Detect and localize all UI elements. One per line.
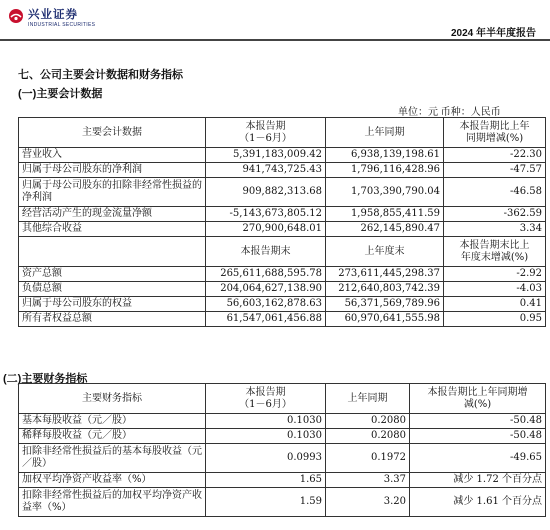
table-row <box>19 312 546 327</box>
row-label: 归属于母公司股东的扣除非经常性损益的净利润 <box>19 178 206 207</box>
brand-name: 兴业证券 <box>28 9 78 21</box>
table-row <box>19 148 546 163</box>
table-row <box>19 444 546 473</box>
currency-unit: 单位：元 币种：人民币 <box>398 107 501 118</box>
row-label: 加权平均净资产收益率（%） <box>19 473 206 488</box>
column-header: 主要会计数据 <box>19 118 206 148</box>
table-row <box>19 163 546 178</box>
cell-value: 1.65 <box>206 473 326 488</box>
column-header: 上年同期 <box>326 118 444 148</box>
row-label: 稀释每股收益（元／股） <box>19 429 206 444</box>
cell-value: 60,970,641,555.98 <box>326 312 444 327</box>
column-header: 上年度末 <box>326 237 444 267</box>
cell-value: 273,611,445,298.37 <box>326 267 444 282</box>
cell-value: 5,391,183,009.42 <box>206 148 326 163</box>
table-row <box>19 282 546 297</box>
cell-value: 0.2080 <box>326 429 410 444</box>
cell-value: 3.34 <box>444 222 546 237</box>
table-row <box>19 222 546 237</box>
page-header <box>0 0 550 44</box>
cell-value: 减少 1.61 个百分点 <box>410 488 546 517</box>
header-divider <box>0 39 550 41</box>
cell-value: 941,743,725.43 <box>206 163 326 178</box>
section-title: 七、公司主要会计数据和财务指标 <box>18 69 183 81</box>
row-label: 基本每股收益（元／股） <box>19 414 206 429</box>
cell-value: -5,143,673,805.12 <box>206 207 326 222</box>
table-row <box>19 473 546 488</box>
row-label: 归属于母公司股东的权益 <box>19 297 206 312</box>
financial-indicators-table <box>18 383 546 517</box>
column-header: 本报告期比上年 同期增减(%) <box>444 118 546 148</box>
row-label: 负债总额 <box>19 282 206 297</box>
cell-value: -50.48 <box>410 414 546 429</box>
cell-value: 1,958,855,411.59 <box>326 207 444 222</box>
cell-value: 61,547,061,456.88 <box>206 312 326 327</box>
cell-value: 6,938,139,198.61 <box>326 148 444 163</box>
brand-logo-icon <box>8 8 24 24</box>
column-header: 本报告期 （1－6月） <box>206 384 326 414</box>
cell-value: 270,900,648.01 <box>206 222 326 237</box>
cell-value: -47.57 <box>444 163 546 178</box>
cell-value: 0.1030 <box>206 414 326 429</box>
cell-value: -49.65 <box>410 444 546 473</box>
cell-value: 1,796,116,428.96 <box>326 163 444 178</box>
cell-value: -4.03 <box>444 282 546 297</box>
table-row <box>19 207 546 222</box>
subsection-title-indicators: (二)主要财务指标 <box>3 373 88 385</box>
table-row <box>19 267 546 282</box>
cell-value: 1,703,390,790.04 <box>326 178 444 207</box>
cell-value: 3.20 <box>326 488 410 517</box>
cell-value: -22.30 <box>444 148 546 163</box>
cell-value: 0.1030 <box>206 429 326 444</box>
cell-value: 3.37 <box>326 473 410 488</box>
table-header-row <box>19 384 546 414</box>
cell-value: -50.48 <box>410 429 546 444</box>
row-label: 所有者权益总额 <box>19 312 206 327</box>
cell-value: 0.95 <box>444 312 546 327</box>
cell-value: 265,611,688,595.78 <box>206 267 326 282</box>
cell-value: 0.41 <box>444 297 546 312</box>
row-label: 资产总额 <box>19 267 206 282</box>
subsection-title-accounting: (一)主要会计数据 <box>18 88 103 100</box>
cell-value: 56,603,162,878.63 <box>206 297 326 312</box>
cell-value: -362.59 <box>444 207 546 222</box>
accounting-data-table <box>18 117 546 327</box>
cell-value: 减少 1.72 个百分点 <box>410 473 546 488</box>
table-row <box>19 178 546 207</box>
row-label: 扣除非经常性损益后的基本每股收益（元／股） <box>19 444 206 473</box>
brand-name-en: INDUSTRIAL SECURITIES <box>28 22 96 28</box>
cell-value: 262,145,890.47 <box>326 222 444 237</box>
column-header: 本报告期末比上 年度末增减(%) <box>444 237 546 267</box>
cell-value: 56,371,569,789.96 <box>326 297 444 312</box>
cell-value: 1.59 <box>206 488 326 517</box>
table-header-row <box>19 118 546 148</box>
table-row <box>19 414 546 429</box>
cell-value: 212,640,803,742.39 <box>326 282 444 297</box>
row-label: 经营活动产生的现金流量净额 <box>19 207 206 222</box>
table-row <box>19 488 546 517</box>
row-label: 营业收入 <box>19 148 206 163</box>
column-header: 本报告期 （1－6月） <box>206 118 326 148</box>
column-header: 本报告期比上年同期增 减(%) <box>410 384 546 414</box>
column-header: 本报告期末 <box>206 237 326 267</box>
column-header: 主要财务指标 <box>19 384 206 414</box>
row-label: 扣除非经常性损益后的加权平均净资产收益率（%） <box>19 488 206 517</box>
cell-value: 204,064,627,138.90 <box>206 282 326 297</box>
cell-value: -46.58 <box>444 178 546 207</box>
report-title: 2024 年半年度报告 <box>450 28 536 39</box>
table-row <box>19 297 546 312</box>
cell-value: 0.0993 <box>206 444 326 473</box>
column-header: 上年同期 <box>326 384 410 414</box>
table-header-row <box>19 237 546 267</box>
cell-value: 0.1972 <box>326 444 410 473</box>
cell-value: 909,882,313.68 <box>206 178 326 207</box>
row-label: 其他综合收益 <box>19 222 206 237</box>
cell-value: 0.2080 <box>326 414 410 429</box>
column-header <box>19 237 206 267</box>
cell-value: -2.92 <box>444 267 546 282</box>
row-label: 归属于母公司股东的净利润 <box>19 163 206 178</box>
table-row <box>19 429 546 444</box>
